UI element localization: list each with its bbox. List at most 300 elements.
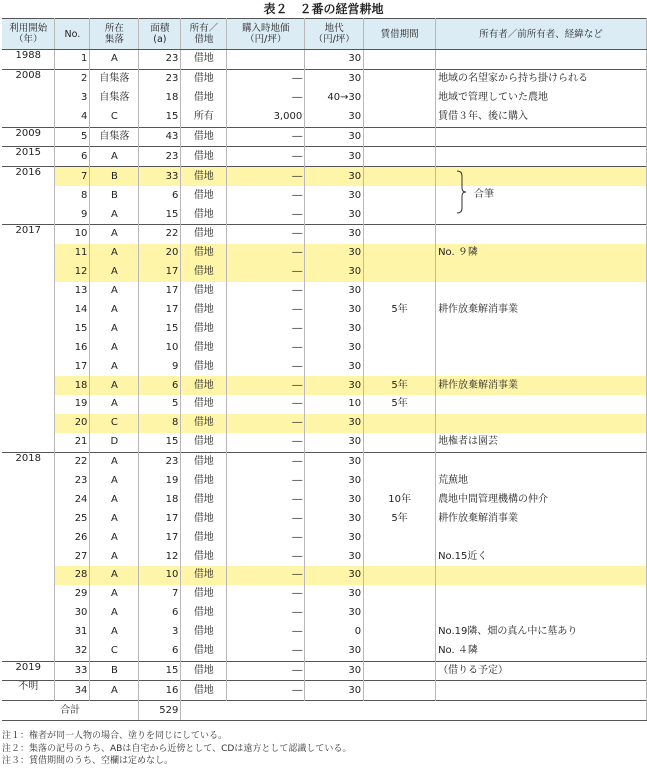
table-row [2, 147, 647, 167]
cell-area: 6 [139, 376, 181, 395]
column-header-no: No. [55, 19, 90, 50]
cell-year: 2008 [2, 69, 55, 127]
cell-note: No.15近く [436, 547, 647, 566]
farmland-table [2, 18, 647, 721]
table-row [2, 452, 647, 471]
footnotes [2, 730, 351, 768]
cell-ownership: 借地 [181, 319, 227, 338]
cell-village: A [90, 244, 139, 263]
column-header-village: 所在 集落 [90, 19, 139, 50]
cell-purchase-price: ― [227, 301, 305, 320]
cell-area: 15 [139, 205, 181, 224]
cell-rent: 30 [305, 472, 364, 491]
table-row [2, 263, 647, 282]
cell-rent: 30 [305, 528, 364, 547]
cell-ownership: 借地 [181, 147, 227, 167]
cell-lease-term [364, 472, 436, 491]
cell-rent: 30 [305, 205, 364, 224]
cell-village: A [90, 319, 139, 338]
cell-note [436, 338, 647, 357]
cell-ownership: 借地 [181, 661, 227, 681]
cell-purchase-price: ― [227, 509, 305, 528]
cell-year: 1988 [2, 50, 55, 70]
cell-ownership: 借地 [181, 642, 227, 661]
cell-purchase-price: ― [227, 69, 305, 88]
cell-lease-term: 10年 [364, 490, 436, 509]
table-row [2, 244, 647, 263]
cell-rent: 30 [305, 547, 364, 566]
cell-village: A [90, 547, 139, 566]
table-row [2, 528, 647, 547]
cell-area: 17 [139, 509, 181, 528]
cell-village: A [90, 301, 139, 320]
cell-note: No.19隣、畑の真ん中に墓あり [436, 623, 647, 642]
cell-village: A [90, 681, 139, 701]
cell-area: 23 [139, 69, 181, 88]
table-row [2, 661, 647, 681]
table-row [2, 585, 647, 604]
cell-rent: 30 [305, 433, 364, 452]
table-row [2, 108, 647, 127]
cell-lease-term [364, 69, 436, 88]
cell-row-number: 26 [55, 528, 90, 547]
cell-purchase-price: ― [227, 547, 305, 566]
cell-ownership: 借地 [181, 547, 227, 566]
cell-ownership: 借地 [181, 414, 227, 433]
cell-row-number: 34 [55, 681, 90, 701]
cell-area: 10 [139, 338, 181, 357]
cell-note [436, 167, 647, 186]
table-row [2, 69, 647, 88]
cell-rent: 30 [305, 127, 364, 147]
table-row [2, 509, 647, 528]
cell-area: 20 [139, 244, 181, 263]
cell-rent: 30 [305, 566, 364, 585]
cell-note: 農地中間管理機構の仲介 [436, 490, 647, 509]
cell-village: B [90, 186, 139, 205]
cell-ownership: 借地 [181, 566, 227, 585]
cell-row-number: 22 [55, 452, 90, 471]
total-label: 合計 [2, 701, 139, 721]
cell-lease-term [364, 205, 436, 224]
table-row [2, 319, 647, 338]
cell-purchase-price: 3,000 [227, 108, 305, 127]
cell-rent: 30 [305, 319, 364, 338]
cell-purchase-price: ― [227, 186, 305, 205]
cell-area: 23 [139, 50, 181, 70]
cell-area: 16 [139, 681, 181, 701]
cell-rent: 30 [305, 452, 364, 471]
table-row [2, 414, 647, 433]
cell-area: 43 [139, 127, 181, 147]
cell-lease-term [364, 167, 436, 186]
table-row [2, 282, 647, 301]
cell-village: A [90, 509, 139, 528]
cell-note [436, 147, 647, 167]
cell-area: 18 [139, 490, 181, 509]
cell-purchase-price: ― [227, 585, 305, 604]
footnote-2: 注２：集落の記号のうち、ABは自宅から近傍として、CDは遠方として認識している。 [2, 743, 352, 754]
cell-note: 耕作放棄解消事業 [436, 509, 647, 528]
cell-lease-term [364, 452, 436, 471]
cell-village: D [90, 433, 139, 452]
cell-row-number: 10 [55, 225, 90, 244]
cell-note: （借りる予定） [436, 661, 647, 681]
cell-ownership: 所有 [181, 108, 227, 127]
cell-ownership: 借地 [181, 244, 227, 263]
table-row [2, 472, 647, 491]
column-header-purchase-price: 購入時地価 （円/坪） [227, 19, 305, 50]
table-row [2, 376, 647, 395]
table-row [2, 89, 647, 108]
cell-area: 15 [139, 319, 181, 338]
cell-village: A [90, 225, 139, 244]
cell-row-number: 7 [55, 167, 90, 186]
cell-rent: 10 [305, 395, 364, 414]
cell-row-number: 8 [55, 186, 90, 205]
cell-lease-term [364, 225, 436, 244]
cell-rent: 30 [305, 282, 364, 301]
cell-lease-term [364, 528, 436, 547]
cell-area: 33 [139, 167, 181, 186]
cell-rent: 30 [305, 604, 364, 623]
cell-note [436, 50, 647, 70]
cell-lease-term: 5年 [364, 509, 436, 528]
cell-rent: 30 [305, 301, 364, 320]
cell-row-number: 19 [55, 395, 90, 414]
cell-ownership: 借地 [181, 127, 227, 147]
cell-year: 2017 [2, 225, 55, 453]
cell-lease-term: 5年 [364, 301, 436, 320]
cell-row-number: 5 [55, 127, 90, 147]
total-area: 529 [139, 701, 181, 721]
cell-note [436, 357, 647, 376]
cell-village: A [90, 604, 139, 623]
cell-purchase-price: ― [227, 263, 305, 282]
cell-note: 耕作放棄解消事業 [436, 376, 647, 395]
cell-rent: 30 [305, 681, 364, 701]
cell-purchase-price: ― [227, 433, 305, 452]
cell-ownership: 借地 [181, 282, 227, 301]
cell-row-number: 21 [55, 433, 90, 452]
cell-note [436, 681, 647, 701]
cell-rent: 30 [305, 338, 364, 357]
cell-note [436, 225, 647, 244]
cell-rent: 30 [305, 50, 364, 70]
cell-lease-term [364, 585, 436, 604]
cell-area: 15 [139, 108, 181, 127]
cell-purchase-price: ― [227, 205, 305, 224]
cell-year: 2019 [2, 661, 55, 681]
cell-rent: 30 [305, 225, 364, 244]
cell-lease-term [364, 357, 436, 376]
cell-village: A [90, 147, 139, 167]
cell-year: 2015 [2, 147, 55, 167]
cell-purchase-price: ― [227, 414, 305, 433]
table-row [2, 50, 647, 70]
cell-area: 22 [139, 225, 181, 244]
cell-lease-term [364, 108, 436, 127]
cell-lease-term [364, 547, 436, 566]
cell-purchase-price: ― [227, 127, 305, 147]
column-header-rent: 地代 （円/坪） [305, 19, 364, 50]
table-row [2, 205, 647, 224]
cell-row-number: 16 [55, 338, 90, 357]
column-header-notes: 所有者／前所有者、経緯など [436, 19, 647, 50]
cell-note [436, 186, 647, 205]
cell-rent: 30 [305, 186, 364, 205]
cell-area: 8 [139, 414, 181, 433]
table-row [2, 604, 647, 623]
column-header-area: 面積 (a) [139, 19, 181, 50]
table-row [2, 547, 647, 566]
cell-purchase-price: ― [227, 490, 305, 509]
total-empty [181, 701, 647, 721]
cell-area: 5 [139, 395, 181, 414]
cell-note [436, 282, 647, 301]
table-row [2, 623, 647, 642]
cell-ownership: 借地 [181, 376, 227, 395]
cell-note [436, 414, 647, 433]
cell-rent: 30 [305, 509, 364, 528]
cell-row-number: 6 [55, 147, 90, 167]
cell-village: A [90, 376, 139, 395]
cell-village: 自集落 [90, 69, 139, 88]
cell-rent: 30 [305, 167, 364, 186]
table-row [2, 167, 647, 186]
cell-area: 12 [139, 547, 181, 566]
cell-note [436, 395, 647, 414]
cell-purchase-price: ― [227, 357, 305, 376]
cell-area: 18 [139, 89, 181, 108]
cell-ownership: 借地 [181, 585, 227, 604]
cell-rent: 30 [305, 490, 364, 509]
table-row [2, 186, 647, 205]
cell-row-number: 3 [55, 89, 90, 108]
cell-ownership: 借地 [181, 490, 227, 509]
cell-lease-term [364, 147, 436, 167]
cell-lease-term [364, 661, 436, 681]
cell-row-number: 4 [55, 108, 90, 127]
cell-village: A [90, 357, 139, 376]
cell-note [436, 566, 647, 585]
cell-rent: 30 [305, 147, 364, 167]
table-row [2, 127, 647, 147]
table-row [2, 395, 647, 414]
cell-note [436, 319, 647, 338]
cell-rent: 30 [305, 108, 364, 127]
cell-area: 17 [139, 263, 181, 282]
cell-ownership: 借地 [181, 604, 227, 623]
cell-note: 地域の名望家から持ち掛けられる [436, 69, 647, 88]
cell-ownership: 借地 [181, 623, 227, 642]
cell-lease-term [364, 127, 436, 147]
cell-purchase-price: ― [227, 623, 305, 642]
cell-area: 23 [139, 452, 181, 471]
total-row [2, 701, 647, 721]
cell-row-number: 31 [55, 623, 90, 642]
cell-purchase-price: ― [227, 89, 305, 108]
cell-village: C [90, 108, 139, 127]
cell-note [436, 205, 647, 224]
cell-row-number: 20 [55, 414, 90, 433]
cell-area: 15 [139, 433, 181, 452]
cell-ownership: 借地 [181, 301, 227, 320]
table-row [2, 566, 647, 585]
cell-purchase-price: ― [227, 244, 305, 263]
cell-purchase-price: ― [227, 395, 305, 414]
column-header-ownership: 所有／ 借地 [181, 19, 227, 50]
cell-purchase-price [227, 50, 305, 70]
cell-lease-term [364, 604, 436, 623]
table-row [2, 301, 647, 320]
cell-lease-term [364, 50, 436, 70]
cell-row-number: 32 [55, 642, 90, 661]
cell-rent: 30 [305, 376, 364, 395]
cell-ownership: 借地 [181, 89, 227, 108]
header-row [2, 19, 647, 50]
cell-row-number: 11 [55, 244, 90, 263]
cell-area: 9 [139, 357, 181, 376]
cell-year: 2016 [2, 167, 55, 225]
cell-village: A [90, 263, 139, 282]
table-row [2, 225, 647, 244]
cell-rent: 30 [305, 661, 364, 681]
cell-lease-term: 5年 [364, 395, 436, 414]
cell-area: 19 [139, 472, 181, 491]
cell-purchase-price: ― [227, 319, 305, 338]
cell-lease-term [364, 186, 436, 205]
merge-label: 合筆 [474, 189, 494, 200]
cell-row-number: 17 [55, 357, 90, 376]
cell-row-number: 24 [55, 490, 90, 509]
cell-area: 6 [139, 642, 181, 661]
cell-rent: 30 [305, 69, 364, 88]
cell-village: A [90, 205, 139, 224]
cell-purchase-price: ― [227, 282, 305, 301]
cell-area: 15 [139, 661, 181, 681]
cell-lease-term [364, 282, 436, 301]
cell-row-number: 23 [55, 472, 90, 491]
merge-brace-icon [455, 170, 467, 214]
cell-purchase-price: ― [227, 604, 305, 623]
cell-village: A [90, 50, 139, 70]
cell-village: B [90, 661, 139, 681]
cell-area: 6 [139, 186, 181, 205]
table-row [2, 433, 647, 452]
cell-purchase-price: ― [227, 225, 305, 244]
cell-ownership: 借地 [181, 509, 227, 528]
cell-ownership: 借地 [181, 205, 227, 224]
cell-purchase-price: ― [227, 167, 305, 186]
cell-village: A [90, 338, 139, 357]
cell-note: No. ４隣 [436, 642, 647, 661]
cell-village: C [90, 414, 139, 433]
cell-area: 3 [139, 623, 181, 642]
cell-purchase-price: ― [227, 566, 305, 585]
cell-rent: 30 [305, 642, 364, 661]
cell-area: 6 [139, 604, 181, 623]
cell-note: No. ９隣 [436, 244, 647, 263]
cell-row-number: 18 [55, 376, 90, 395]
cell-rent: 30 [305, 357, 364, 376]
cell-rent: 30 [305, 244, 364, 263]
cell-village: B [90, 167, 139, 186]
cell-area: 23 [139, 147, 181, 167]
cell-lease-term [364, 566, 436, 585]
cell-area: 17 [139, 282, 181, 301]
cell-rent: 30 [305, 414, 364, 433]
cell-village: A [90, 566, 139, 585]
cell-area: 17 [139, 528, 181, 547]
cell-village: A [90, 452, 139, 471]
cell-note [436, 585, 647, 604]
cell-ownership: 借地 [181, 186, 227, 205]
cell-lease-term [364, 433, 436, 452]
cell-ownership: 借地 [181, 338, 227, 357]
cell-rent: 30 [305, 263, 364, 282]
cell-ownership: 借地 [181, 50, 227, 70]
cell-rent: 30 [305, 585, 364, 604]
cell-row-number: 29 [55, 585, 90, 604]
cell-ownership: 借地 [181, 395, 227, 414]
cell-purchase-price: ― [227, 472, 305, 491]
cell-row-number: 15 [55, 319, 90, 338]
cell-area: 7 [139, 585, 181, 604]
cell-purchase-price: ― [227, 376, 305, 395]
cell-note [436, 127, 647, 147]
cell-year: 2018 [2, 452, 55, 661]
cell-ownership: 借地 [181, 472, 227, 491]
table-row [2, 490, 647, 509]
cell-note [436, 263, 647, 282]
cell-ownership: 借地 [181, 528, 227, 547]
cell-lease-term [364, 681, 436, 701]
cell-note [436, 604, 647, 623]
cell-ownership: 借地 [181, 263, 227, 282]
cell-ownership: 借地 [181, 225, 227, 244]
cell-note: 地権者は園芸 [436, 433, 647, 452]
footnote-1: 注１：権者が同一人物の場合、塗りを同じにしている。 [2, 731, 228, 741]
cell-row-number: 28 [55, 566, 90, 585]
cell-purchase-price: ― [227, 147, 305, 167]
cell-purchase-price: ― [227, 642, 305, 661]
cell-row-number: 30 [55, 604, 90, 623]
cell-ownership: 借地 [181, 452, 227, 471]
cell-year: 2009 [2, 127, 55, 147]
cell-ownership: 借地 [181, 167, 227, 186]
cell-lease-term [364, 623, 436, 642]
table-row [2, 357, 647, 376]
footnote-3: 注３：賃借期間のうち、空欄は定めなし。 [2, 756, 174, 766]
cell-village: A [90, 585, 139, 604]
cell-row-number: 14 [55, 301, 90, 320]
cell-purchase-price: ― [227, 661, 305, 681]
cell-row-number: 27 [55, 547, 90, 566]
table-title: 表２ ２番の経営耕地 [263, 2, 384, 16]
cell-village: 自集落 [90, 127, 139, 147]
cell-note: 賃借３年、後に購入 [436, 108, 647, 127]
cell-lease-term: 5年 [364, 376, 436, 395]
column-header-lease-term: 賃借期間 [364, 19, 436, 50]
cell-year: 不明 [2, 681, 55, 701]
cell-row-number: 12 [55, 263, 90, 282]
cell-lease-term [364, 244, 436, 263]
cell-rent: 40→30 [305, 89, 364, 108]
cell-village: A [90, 623, 139, 642]
cell-lease-term [364, 89, 436, 108]
cell-area: 10 [139, 566, 181, 585]
